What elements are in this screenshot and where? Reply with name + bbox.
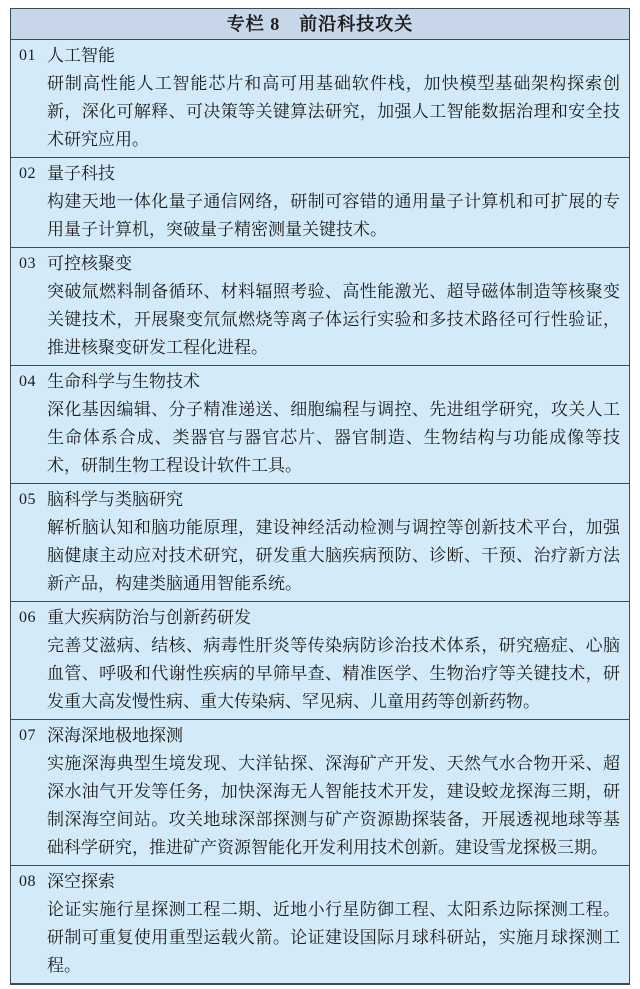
section-title: 重大疾病防治与创新药研发 [47,608,251,627]
section-heading-row [19,722,620,750]
section-title: 人工智能 [47,46,115,65]
section-title: 深空探索 [47,872,115,891]
section-number: 06 [19,609,36,626]
section-number: 05 [19,491,36,508]
section-body: 解析脑认知和脑功能原理，建设神经活动检测与调控等创新技术平台，加强脑健康主动应对技术研究，研发重大脑疾病预防、诊断、干预、治疗新方法新产品，构建类脑通用智能系统。 [47,518,620,593]
section-body: 深化基因编辑、分子精准递送、细胞编程与调控、先进组学研究，攻关人工生命体系合成、类器官与器官芯片、器官制造、生物结构与功能成像等技术，研制生物工程设计软件工具。 [47,400,620,475]
section-body: 论证实施行星探测工程二期、近地小行星防御工程、太阳系边际探测工程。研制可重复使用重型运载火箭。论证建设国际月球科研站，实施月球探测工程。 [47,900,620,975]
box-sections [11,40,629,983]
section-body: 实施深海典型生境发现、大洋钻探、深海矿产开发、天然气水合物开采、超深水油气开发等任务，加快深海无人智能技术开发，建设蛟龙探海三期，研制深海空间站。攻关地球深部探测与矿产资源勘探装备，开展透视地球等基础科学研究，推进矿产资源智能化开发利用技术创新。建设雪龙探极三期。 [47,754,620,857]
section-title: 生命科学与生物技术 [47,372,200,391]
special-column-box [10,8,630,985]
section-body: 突破氚燃料制备循环、材料辐照考验、高性能激光、超导磁体制造等核聚变关键技术，开展聚变氘氚燃烧等离子体运行实验和多技术路径可行性验证，推进核聚变研发工程化进程。 [47,282,620,357]
section-body: 完善艾滋病、结核、病毒性肝炎等传染病防诊治技术体系，研究癌症、心脑血管、呼吸和代谢性疾病的早筛早查、精准医学、生物治疗等关键技术，研发重大高发慢性病、重大传染病、罕见病、儿童用药等创新药物。 [47,636,620,711]
section-heading-row [19,250,620,278]
section-title: 可控核聚变 [47,254,132,273]
box-section [11,40,629,158]
section-number: 01 [19,47,36,64]
box-section [11,866,629,983]
box-section [11,484,629,602]
section-heading-row [19,368,620,396]
box-section [11,720,629,866]
section-heading-row [19,486,620,514]
section-title: 脑科学与类脑研究 [47,490,183,509]
section-title: 深海深地极地探测 [47,726,183,745]
box-section [11,366,629,484]
box-title: 专栏 8 前沿科技攻关 [11,9,629,40]
section-number: 02 [19,165,36,182]
section-heading-row [19,42,620,70]
section-body: 构建天地一体化量子通信网络，研制可容错的通用量子计算机和可扩展的专用量子计算机，突破量子精密测量关键技术。 [47,192,620,239]
section-heading-row [19,160,620,188]
section-number: 07 [19,727,36,744]
section-heading-row [19,868,620,896]
section-number: 03 [19,255,36,272]
section-body: 研制高性能人工智能芯片和高可用基础软件栈，加快模型基础架构探索创新，深化可解释、可决策等关键算法研究，加强人工智能数据治理和安全技术研究应用。 [47,74,620,149]
box-section [11,602,629,720]
box-section [11,248,629,366]
section-title: 量子科技 [47,164,115,183]
section-number: 04 [19,373,36,390]
section-number: 08 [19,873,36,890]
box-section [11,158,629,248]
section-heading-row [19,604,620,632]
